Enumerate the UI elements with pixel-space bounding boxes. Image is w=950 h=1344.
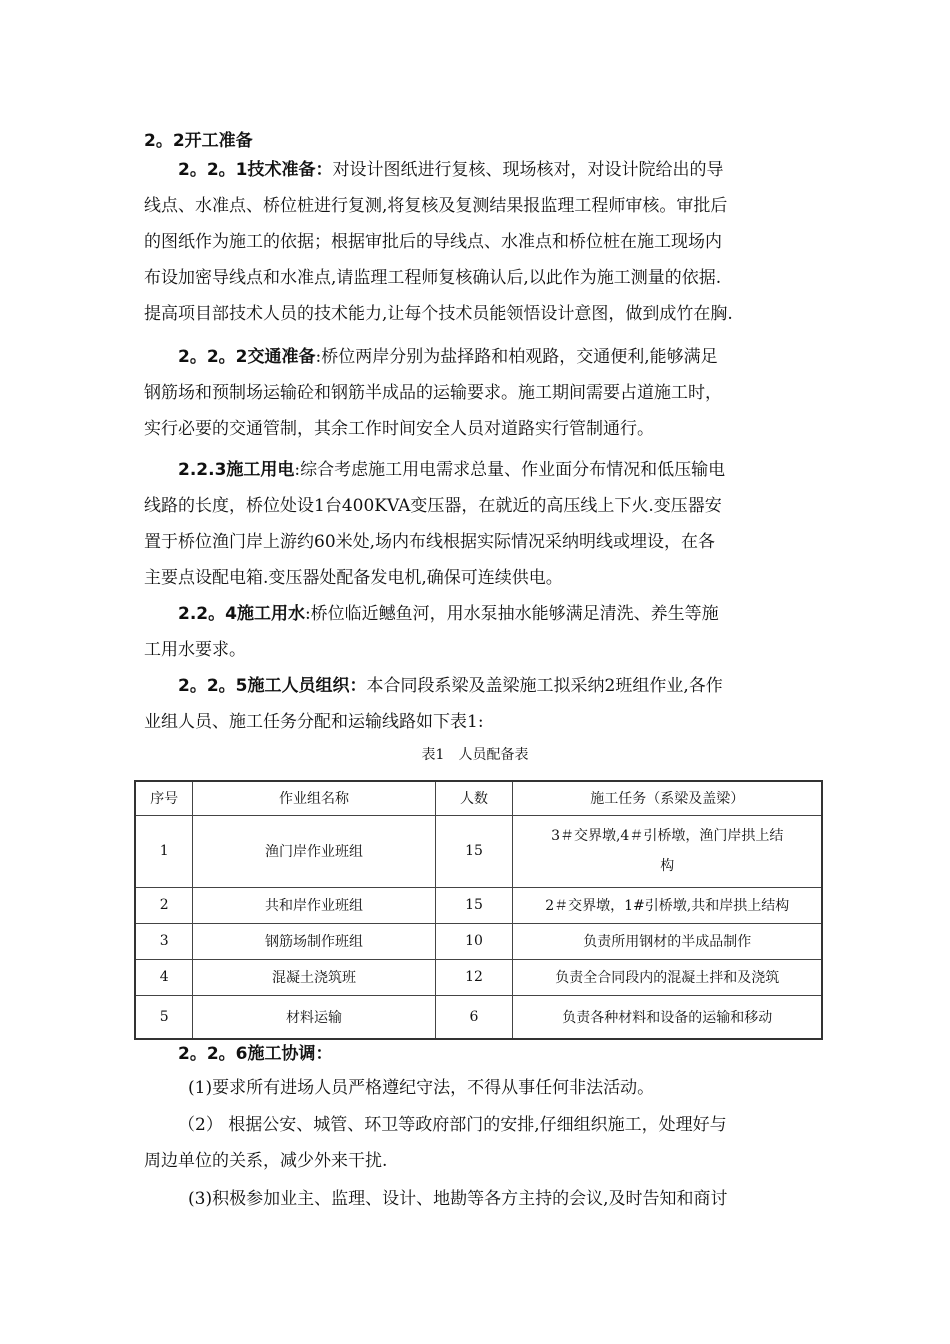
staffing-table: [134, 780, 823, 1040]
heading-technical-prep: 2。2。1技术准备：: [178, 160, 333, 180]
section-title: 2。2开工准备: [144, 131, 253, 151]
header-task: 施工任务（系梁及盖梁）: [513, 781, 822, 815]
heading-traffic-prep: 2。2。2交通准备: [178, 347, 316, 367]
header-count: 人数: [435, 781, 513, 815]
table-row: 1 渔门岸作业班组 15 3＃交界墩,4＃引桥墩，渔门岸拱上结 构: [135, 815, 822, 887]
paragraph-item-3: (3)积极参加业主、监理、设计、地勘等各方主持的会议,及时告知和商讨: [188, 1189, 728, 1209]
paragraph-technical-prep: 2。2。1技术准备：对设计图纸进行复核、现场核对，对设计院给出的导 线点、水准点、桥位桩进行复测,将复核及复测结果报监理工程师审核。审批后 的图纸作为施工的依据；根据审批后的导线点、水准点和桥位桩在施工现场内 布设加密导线点和水准点,请监理工程师复核确认后,以此作为施工测量的依据. 提高项目部技术人员的技术能力,让每个技术员能领悟设计意图，做到成竹在胸.: [144, 160, 733, 324]
paragraph-water: 2.2。4施工用水:桥位临近鳡鱼河，用水泵抽水能够满足清洗、养生等施 工用水要求。: [144, 604, 719, 660]
heading-staff: 2。2。5施工人员组织：: [178, 676, 367, 696]
paragraph-coordination: [144, 1036, 809, 1072]
table-row: 2 共和岸作业班组 15 2＃交界墩，1#引桥墩,共和岸拱上结构: [135, 887, 822, 923]
table-row: 4 混凝土浇筑班 12 负责全合同段内的混凝土拌和及浇筑: [135, 959, 822, 995]
paragraph-staff: 2。2。5施工人员组织：本合同段系梁及盖梁施工拟采纳2班组作业,各作 业组人员、施工任务分配和运输线路如下表1:: [144, 676, 723, 732]
header-no: 序号: [135, 781, 193, 815]
table-caption: 表1 人员配备表: [421, 747, 529, 763]
paragraph-item-1: (1)要求所有进场人员严格遵纪守法，不得从事任何非法活动。: [188, 1078, 655, 1098]
heading-water: 2.2。4施工用水: [178, 604, 305, 624]
paragraph-item-2: （2） 根据公安、城管、环卫等政府部门的安排,仔细组织施工，处理好与 周边单位的关系，减少外来干扰.: [144, 1115, 727, 1171]
header-group: 作业组名称: [193, 781, 435, 815]
table-row: 3 钢筋场制作班组 10 负责所用钢材的半成品制作: [135, 923, 822, 959]
table-header-row: [135, 781, 822, 815]
paragraph-traffic-prep: 2。2。2交通准备:桥位两岸分别为盐择路和柏观路，交通便利,能够满足 钢筋场和预制场运输砼和钢筋半成品的运输要求。施工期间需要占道施工时， 实行必要的交通管制，其余工作时间安全人员对道路实行管制通行。: [144, 347, 722, 439]
paragraph-power: 2.2.3施工用电:综合考虑施工用电需求总量、作业面分布情况和低压输电 线路的长度，桥位处设1台400KVA变压器，在就近的高压线上下火.变压器安 置于桥位渔门岸上游约60米处,场内布线根据实际情况采纳明线或埋设，在各 主要点设配电箱.变压器处配备发电机,确保可连续供电。: [144, 460, 726, 588]
table-row: 5 材料运输 6 负责各种材料和设备的运输和移动: [135, 995, 822, 1039]
heading-coordination: 2。2。6施工协调：: [178, 1044, 333, 1064]
heading-power: 2.2.3施工用电: [178, 460, 295, 480]
